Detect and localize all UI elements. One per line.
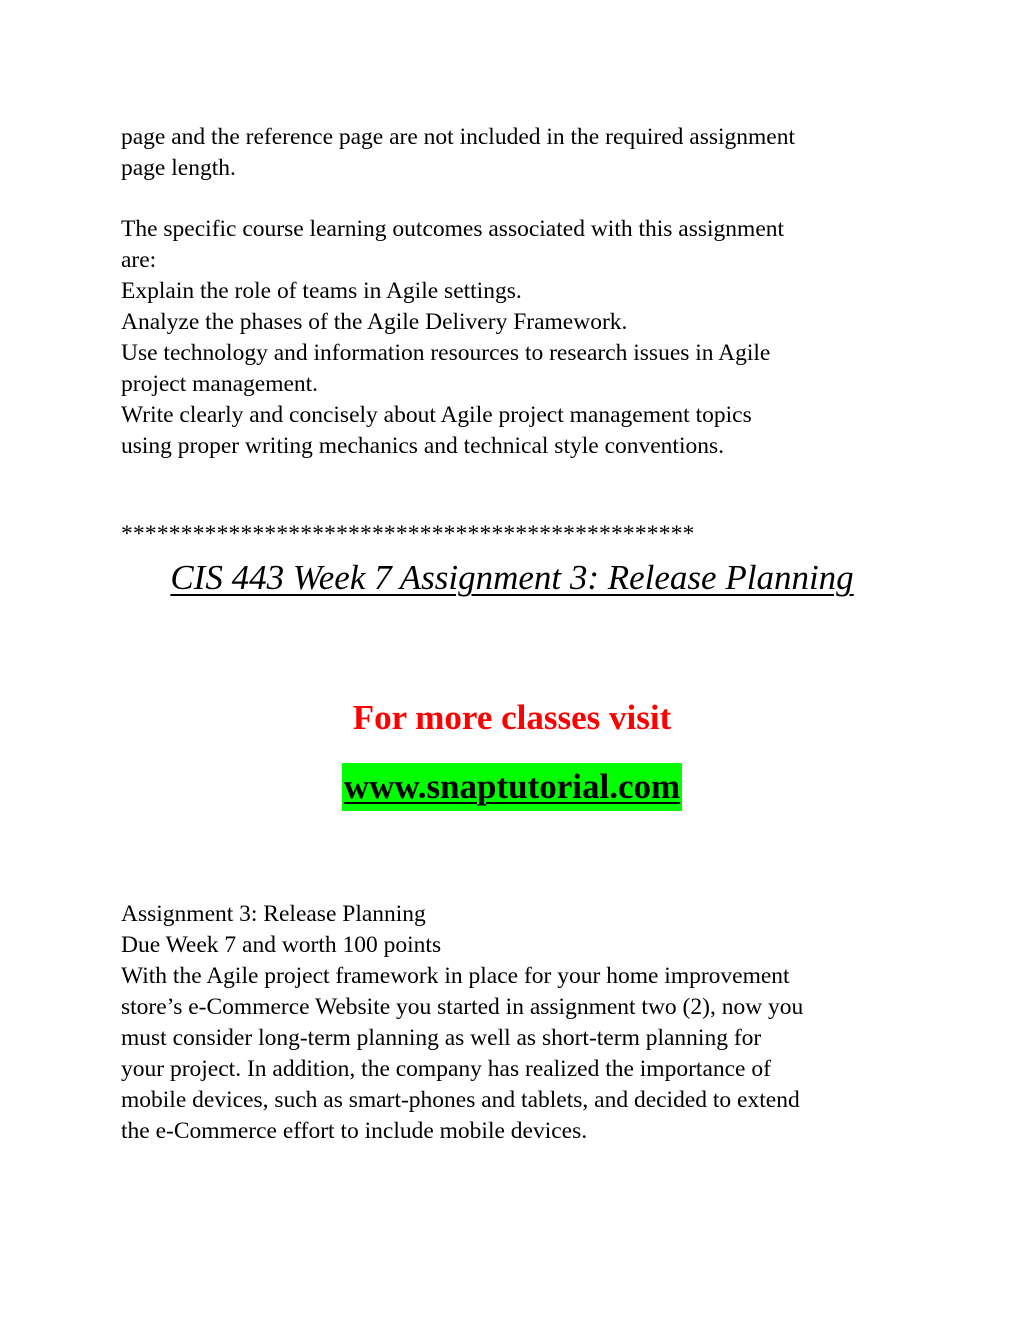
asterisk-separator: ************************************************: [121, 521, 695, 547]
assignment-line: must consider long-term planning as well as short-term planning for: [121, 1025, 762, 1051]
assignment-line: Due Week 7 and worth 100 points: [121, 932, 442, 958]
outcomes-line: Write clearly and concisely about Agile project management topics: [121, 402, 752, 428]
website-link[interactable]: www.snaptutorial.com: [342, 763, 682, 811]
intro-line: page length.: [121, 155, 236, 181]
outcomes-line: Analyze the phases of the Agile Delivery Framework.: [121, 309, 628, 335]
outcomes-line: using proper writing mechanics and technical style conventions.: [121, 433, 725, 459]
assignment-line: mobile devices, such as smart-phones and tablets, and decided to extend: [121, 1087, 800, 1113]
outcomes-line: The specific course learning outcomes associated with this assignment: [121, 216, 785, 242]
outcomes-line: project management.: [121, 371, 319, 397]
assignment-line: the e-Commerce effort to include mobile devices.: [121, 1118, 588, 1144]
assignment-line: With the Agile project framework in place for your home improvement: [121, 963, 790, 989]
assignment-title-link[interactable]: CIS 443 Week 7 Assignment 3: Release Planning: [170, 558, 854, 597]
intro-line: page and the reference page are not included in the required assignment: [121, 124, 796, 150]
intro-paragraph: [121, 122, 921, 184]
assignment-line: store’s e-Commerce Website you started in assignment two (2), now you: [121, 994, 804, 1020]
outcomes-line: are:: [121, 247, 157, 273]
promo-text: For more classes visit: [352, 698, 672, 737]
outcomes-line: Use technology and information resources to research issues in Agile: [121, 340, 771, 366]
assignment-description-paragraph: [121, 899, 921, 1147]
promo-link-wrapper: [0, 763, 1024, 811]
assignment-line: your project. In addition, the company has realized the importance of: [121, 1056, 771, 1082]
outcomes-line: Explain the role of teams in Agile settings.: [121, 278, 522, 304]
learning-outcomes-paragraph: [121, 214, 921, 462]
assignment-line: Assignment 3: Release Planning: [121, 901, 426, 927]
